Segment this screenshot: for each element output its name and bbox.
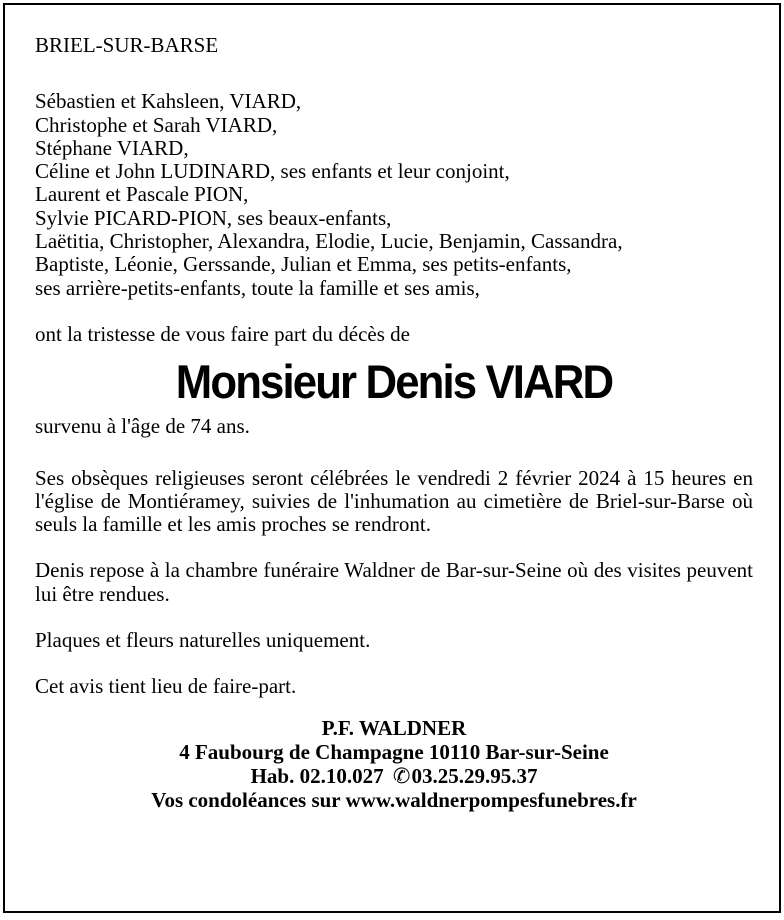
funeral-home-contact	[35, 764, 753, 788]
funeral-home-name: P.F. WALDNER	[321, 715, 467, 740]
town-heading: BRIEL-SUR-BARSE	[35, 33, 219, 57]
family-line: Laurent et Pascale PION,	[35, 182, 249, 207]
deceased-name: Monsieur Denis VIARD	[175, 355, 613, 409]
family-line: Laëtitia, Christopher, Alexandra, Elodie, Lucie, Benjamin, Cassandra,	[35, 229, 623, 254]
family-line: Céline et John LUDINARD, ses enfants et leur conjoint,	[35, 159, 510, 184]
funeral-home-block	[35, 716, 753, 812]
flowers-text: Plaques et fleurs naturelles uniquement.	[35, 628, 371, 653]
phone-icon: ✆	[392, 763, 411, 788]
funeral-details: Ses obsèques religieuses seront célébrées le vendredi 2 février 2024 à 15 heures en l'église de Montiéramey, suivies de l'inhumation au cimetière de Briel-sur-Barse où seuls la famille et les amis proches se rendront.	[35, 465, 753, 537]
family-line: Stéphane VIARD,	[35, 135, 189, 160]
obituary-notice	[3, 3, 781, 913]
family-line: Sylvie PICARD-PION, ses beaux-enfants,	[35, 205, 392, 230]
family-line: Christophe et Sarah VIARD,	[35, 112, 278, 137]
phone-number[interactable]: 03.25.29.95.37	[411, 763, 538, 788]
habilitation-number: Hab. 02.10.027	[250, 763, 384, 788]
family-line: Sébastien et Kahsleen, VIARD,	[35, 89, 302, 114]
intro-text: ont la tristesse de vous faire part du décès de	[35, 321, 410, 346]
age-text: survenu à l'âge de 74 ans.	[35, 414, 250, 439]
funeral-home-address: 4 Faubourg de Champagne 10110 Bar-sur-Seine	[179, 739, 609, 764]
family-line: Baptiste, Léonie, Gerssande, Julian et Emma, ses petits-enfants,	[35, 252, 572, 277]
rest-details: Denis repose à la chambre funéraire Waldner de Bar-sur-Seine où des visites peuvent lui être rendues.	[35, 558, 753, 606]
family-list	[35, 90, 753, 300]
condolences-website[interactable]: Vos condoléances sur www.waldnerpompesfunebres.fr	[151, 787, 637, 812]
closing-text: Cet avis tient lieu de faire-part.	[35, 674, 297, 699]
family-line: ses arrière-petits-enfants, toute la famille et ses amis,	[35, 275, 480, 300]
